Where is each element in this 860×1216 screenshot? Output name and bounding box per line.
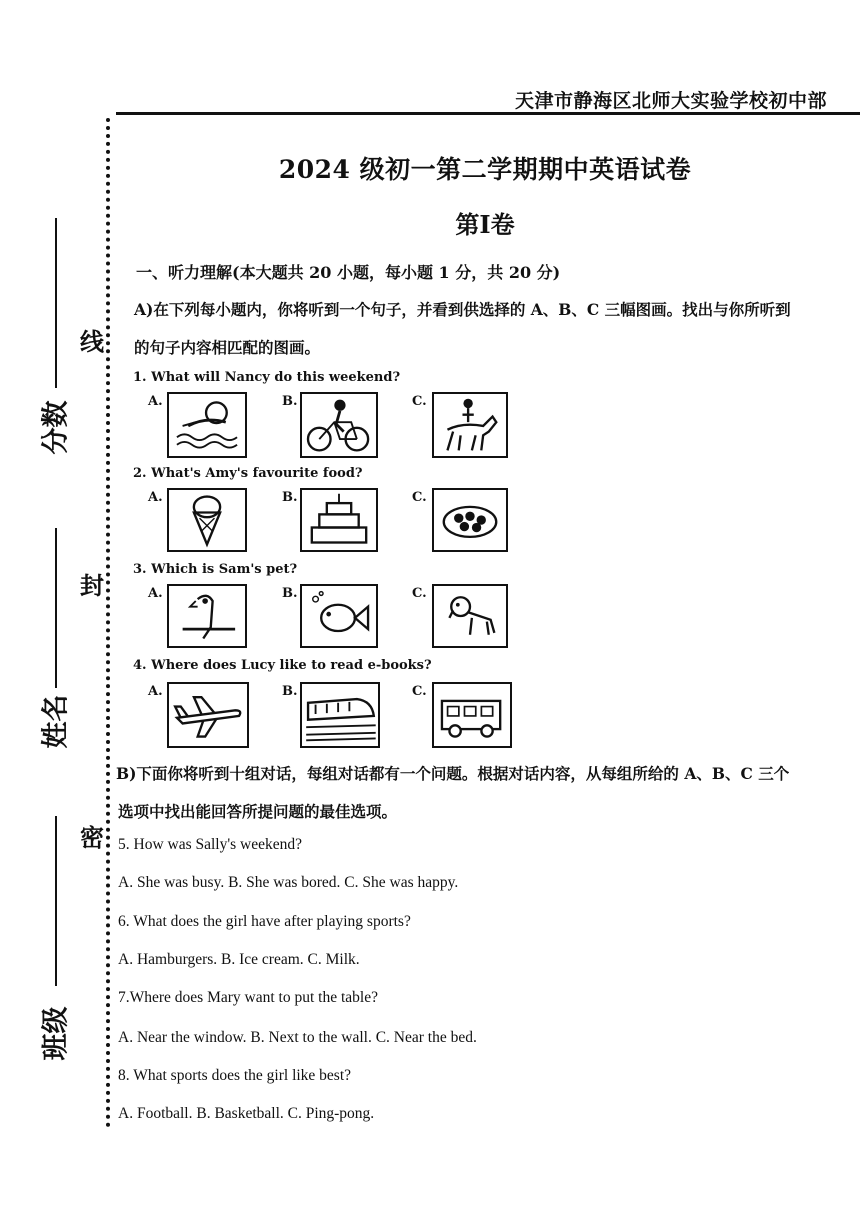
question-1: 1. What will Nancy do this weekend?	[133, 370, 401, 385]
plane-icon[interactable]	[167, 682, 249, 748]
horse-riding-icon[interactable]	[432, 392, 508, 458]
name-blank[interactable]	[55, 528, 57, 688]
question-8: 8. What sports does the girl like best?	[118, 1067, 352, 1084]
binding-dotted-line	[106, 118, 110, 1128]
question-8-options: A. Football. B. Basketball. C. Ping-pong.	[118, 1105, 375, 1122]
q3-option-c-letter: C.	[412, 586, 427, 601]
part-b-instruction-2: 选项中找出能回答所提问题的最佳选项。	[118, 802, 398, 821]
question-5-options: A. She was busy. B. She was bored. C. She was happy.	[118, 874, 459, 891]
question-3: 3. Which is Sam's pet?	[133, 562, 298, 577]
score-label: 分数	[40, 400, 72, 455]
dog-icon[interactable]	[432, 584, 508, 648]
q2-option-a-letter: A.	[148, 490, 163, 505]
header-rule	[116, 112, 860, 115]
school-name: 天津市静海区北师大实验学校初中部	[515, 90, 828, 112]
q4-option-b-letter: B.	[282, 684, 298, 699]
q3-option-a-letter: A.	[148, 586, 163, 601]
bus-icon[interactable]	[432, 682, 512, 748]
part-a-instruction-2: 的句子内容相匹配的图画。	[134, 338, 321, 357]
question-2: 2. What's Amy's favourite food?	[133, 466, 363, 481]
q3-option-b-letter: B.	[282, 586, 298, 601]
question-7: 7.Where does Mary want to put the table?	[118, 989, 378, 1006]
q1-option-a-letter: A.	[148, 394, 163, 409]
q1-option-c-letter: C.	[412, 394, 427, 409]
cake-icon[interactable]	[300, 488, 378, 552]
part-b-instruction-1: B)下面你将听到十组对话，每组对话都有一个问题。根据对话内容，从每组所给的 A、B、C 三个	[116, 764, 790, 783]
question-7-options: A. Near the window. B. Next to the wall. C. Near the bed.	[118, 1029, 477, 1046]
class-label: 班级	[40, 1006, 72, 1061]
question-4: 4. Where does Lucy like to read e-books?	[133, 658, 432, 673]
name-label: 姓名	[40, 694, 72, 749]
q4-option-c-letter: C.	[412, 684, 427, 699]
parrot-icon[interactable]	[167, 584, 247, 648]
q1-option-b-letter: B.	[282, 394, 298, 409]
q4-option-a-letter: A.	[148, 684, 163, 699]
cycling-icon[interactable]	[300, 392, 378, 458]
section-heading: 一、听力理解(本大题共 20 小题，每小题 1 分，共 20 分)	[136, 263, 561, 282]
fish-icon[interactable]	[300, 584, 378, 648]
seal-char-seal: 封	[80, 571, 104, 600]
train-icon[interactable]	[300, 682, 380, 748]
ice-cream-icon[interactable]	[167, 488, 247, 552]
question-5: 5. How was Sally's weekend?	[118, 836, 303, 853]
seal-char-secret: 密	[80, 823, 104, 852]
swimming-icon[interactable]	[167, 392, 247, 458]
question-6-options: A. Hamburgers. B. Ice cream. C. Milk.	[118, 951, 360, 968]
class-blank[interactable]	[55, 816, 57, 986]
seal-char-line: 线	[80, 327, 104, 356]
score-blank[interactable]	[55, 218, 57, 388]
q2-option-b-letter: B.	[282, 490, 298, 505]
exam-title: 2024 级初一第二学期期中英语试卷	[278, 155, 692, 184]
question-6: 6. What does the girl have after playing sports?	[118, 913, 411, 930]
part-a-instruction-1: A)在下列每小题内，你将听到一个句子，并看到供选择的 A、B、C 三幅图画。找出与你所听到	[134, 300, 791, 319]
dumplings-icon[interactable]	[432, 488, 508, 552]
volume-title: 第I卷	[455, 210, 515, 239]
q2-option-c-letter: C.	[412, 490, 427, 505]
